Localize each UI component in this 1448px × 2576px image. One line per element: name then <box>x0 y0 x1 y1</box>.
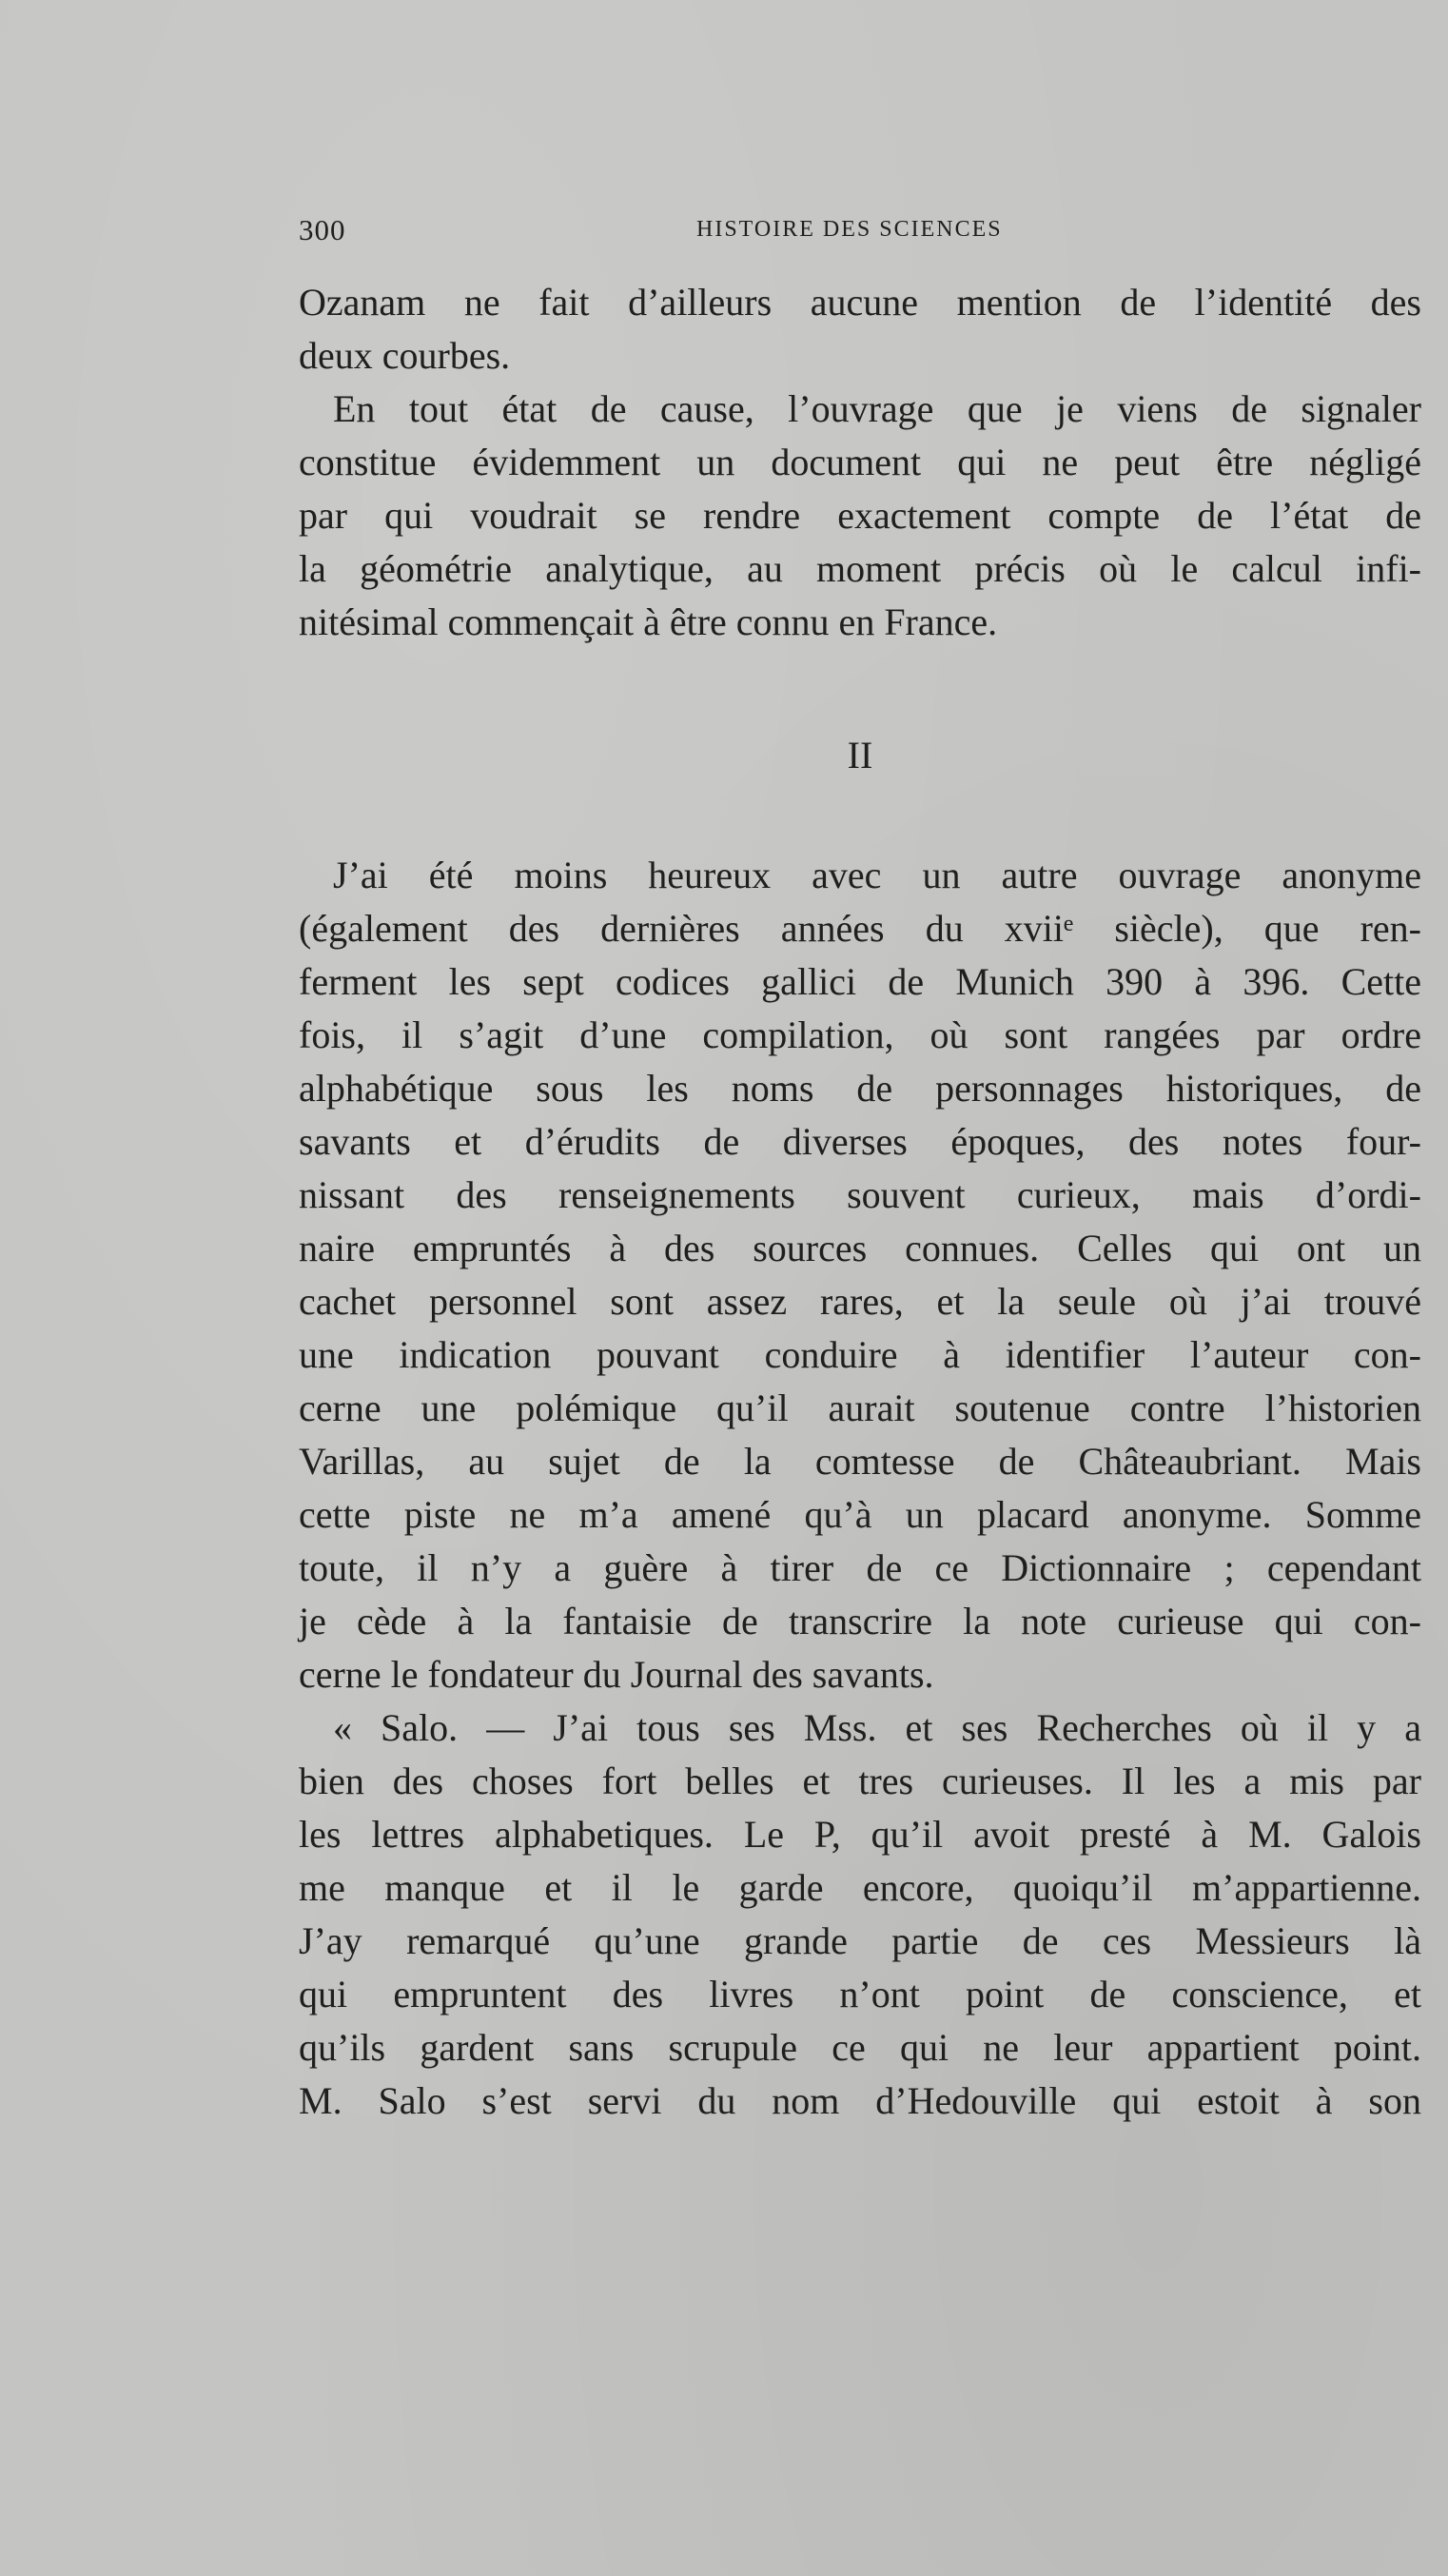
text-line: savants et d’érudits de diverses époques, des notes four- <box>299 1120 1421 1163</box>
text-line: bien des choses fort belles et tres curieuses. Il les a mis par <box>299 1760 1421 1802</box>
text-line: Ozanam ne fait d’ailleurs aucune mention de l’identité des <box>299 281 1421 324</box>
text-line: les lettres alphabetiques. Le P, qu’il avoit presté à M. Galois <box>299 1813 1421 1856</box>
text-line: alphabétique sous les noms de personnages historiques, de <box>299 1067 1421 1110</box>
text-line: cachet personnel sont assez rares, et la seule où j’ai trouvé <box>299 1280 1421 1323</box>
text-line: J’ay remarqué qu’une grande partie de ces Messieurs là <box>299 1919 1421 1962</box>
text-line: la géométrie analytique, au moment précis où le calcul infi- <box>299 547 1421 590</box>
text-line: toute, il n’y a guère à tirer de ce Dictionnaire ; cependant <box>299 1546 1421 1589</box>
text-line: qu’ils gardent sans scrupule ce qui ne leur appartient point. <box>299 2026 1421 2069</box>
text-line: nitésimal commençait à être connu en France. <box>299 600 998 643</box>
text-line: naire empruntés à des sources connues. Celles qui ont un <box>299 1227 1421 1269</box>
text-line: une indication pouvant conduire à identifier l’auteur con- <box>299 1333 1421 1376</box>
text-line: par qui voudrait se rendre exactement compte de l’état de <box>299 494 1421 537</box>
text-line: Varillas, au sujet de la comtesse de Châteaubriant. Mais <box>299 1440 1421 1483</box>
body-text <box>299 276 1421 2128</box>
text-line: (également des dernières années du xviiᵉ siècle), que ren- <box>299 907 1421 950</box>
page-header <box>299 213 1421 251</box>
text-line: constitue évidemment un document qui ne peut être négligé <box>299 441 1421 483</box>
page-number: 300 <box>299 213 346 246</box>
section-heading: II <box>847 734 873 777</box>
text-line: nissant des renseignements souvent curieux, mais d’ordi- <box>299 1173 1421 1216</box>
text-line: cerne une polémique qu’il aurait soutenue contre l’historien <box>299 1386 1421 1429</box>
text-line: En tout état de cause, l’ouvrage que je viens de signaler <box>333 387 1421 430</box>
text-line: je cède à la fantaisie de transcrire la note curieuse qui con- <box>299 1600 1421 1642</box>
text-line: ferment les sept codices gallici de Munich 390 à 396. Cette <box>299 960 1421 1003</box>
text-line: M. Salo s’est servi du nom d’Hedouville qui estoit à son <box>299 2079 1421 2122</box>
text-line: fois, il s’agit d’une compilation, où sont rangées par ordre <box>299 1013 1421 1056</box>
text-line: qui empruntent des livres n’ont point de conscience, et <box>299 1973 1421 2016</box>
text-line: me manque et il le garde encore, quoiqu’il m’appartienne. <box>299 1866 1421 1909</box>
text-line: deux courbes. <box>299 334 511 377</box>
running-head: HISTOIRE DES SCIENCES <box>696 217 1003 242</box>
text-line: J’ai été moins heureux avec un autre ouvrage anonyme <box>333 854 1421 896</box>
text-line: « Salo. — J’ai tous ses Mss. et ses Recherches où il y a <box>333 1706 1421 1749</box>
text-line: cette piste ne m’a amené qu’à un placard anonyme. Somme <box>299 1493 1421 1536</box>
text-line: cerne le fondateur du Journal des savants. <box>299 1653 934 1696</box>
